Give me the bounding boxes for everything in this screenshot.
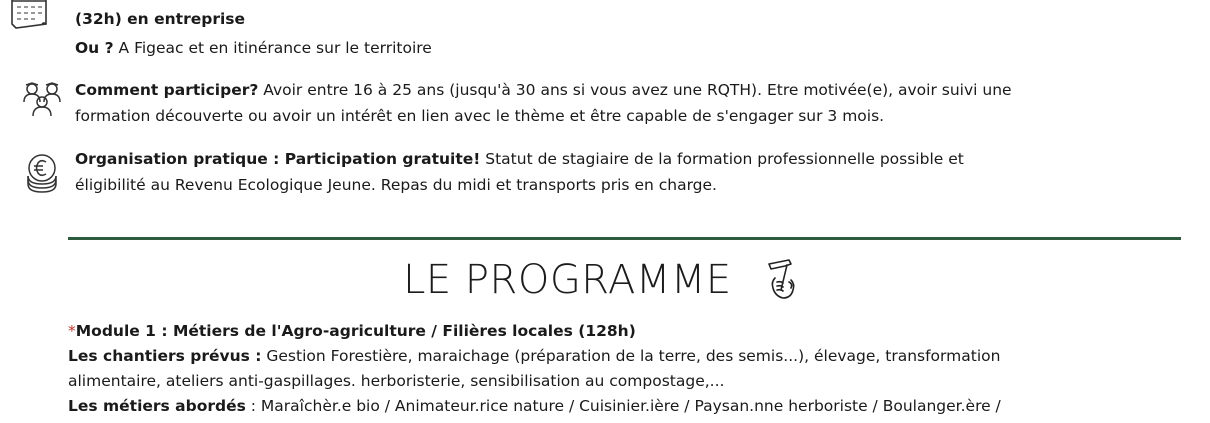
section-divider [68,237,1181,240]
chantiers-line-1 [68,344,1000,368]
metiers-line [68,394,1001,418]
people-icon [22,80,66,120]
module-title-line [68,319,636,343]
where-label: Ou ? [75,39,114,57]
metiers-label: Les métiers abordés [68,397,246,415]
participate-line-1 [75,78,1012,102]
chantiers-text-1: Gestion Forestière, maraichage (préparation de la terre, des semis...), élevage, transformation [261,347,1001,365]
programme-title-row [0,250,1210,308]
organisation-line-2: éligibilité au Revenu Ecologique Jeune. Repas du midi et transports pris en charge. [75,176,717,194]
organisation-label: Organisation pratique : Participation gratuite! [75,150,481,168]
participate-label: Comment participer? [75,81,259,99]
organisation-text-1: Statut de stagiaire de la formation professionnelle possible et [480,150,964,168]
chantiers-line-2: alimentaire, ateliers anti-gaspillages. herboristerie, sensibilisation au compostage,... [68,372,725,390]
top-line-continuation: (32h) en entreprise [75,10,246,28]
organisation-line-1 [75,147,964,171]
module-asterisk: * [68,322,76,340]
chantiers-label: Les chantiers prévus : [68,347,262,365]
participate-line-2: formation découverte ou avoir un intérêt en lien avec le thème et être capable de s'engager sur 3 mois. [75,107,885,125]
where-line [75,36,432,60]
metiers-text: : Maraîchèr.e bio / Animateur.rice nature / Cuisinier.ière / Paysan.nne herboriste / Boulanger.ère / [245,397,1001,415]
calendar-icon [6,0,52,34]
participate-text-1: Avoir entre 16 à 25 ans (jusqu'à 30 ans si vous avez une RQTH). Etre motivée(e), avoir suivi une [258,81,1012,99]
euro-coins-icon [22,150,64,198]
hand-hammer-icon [759,256,807,304]
module-title: Module 1 : Métiers de l'Agro-agriculture / Filières locales (128h) [75,322,636,340]
where-text: A Figeac et en itinérance sur le territoire [113,39,432,57]
programme-title: LE PROGRAMME [403,257,732,303]
